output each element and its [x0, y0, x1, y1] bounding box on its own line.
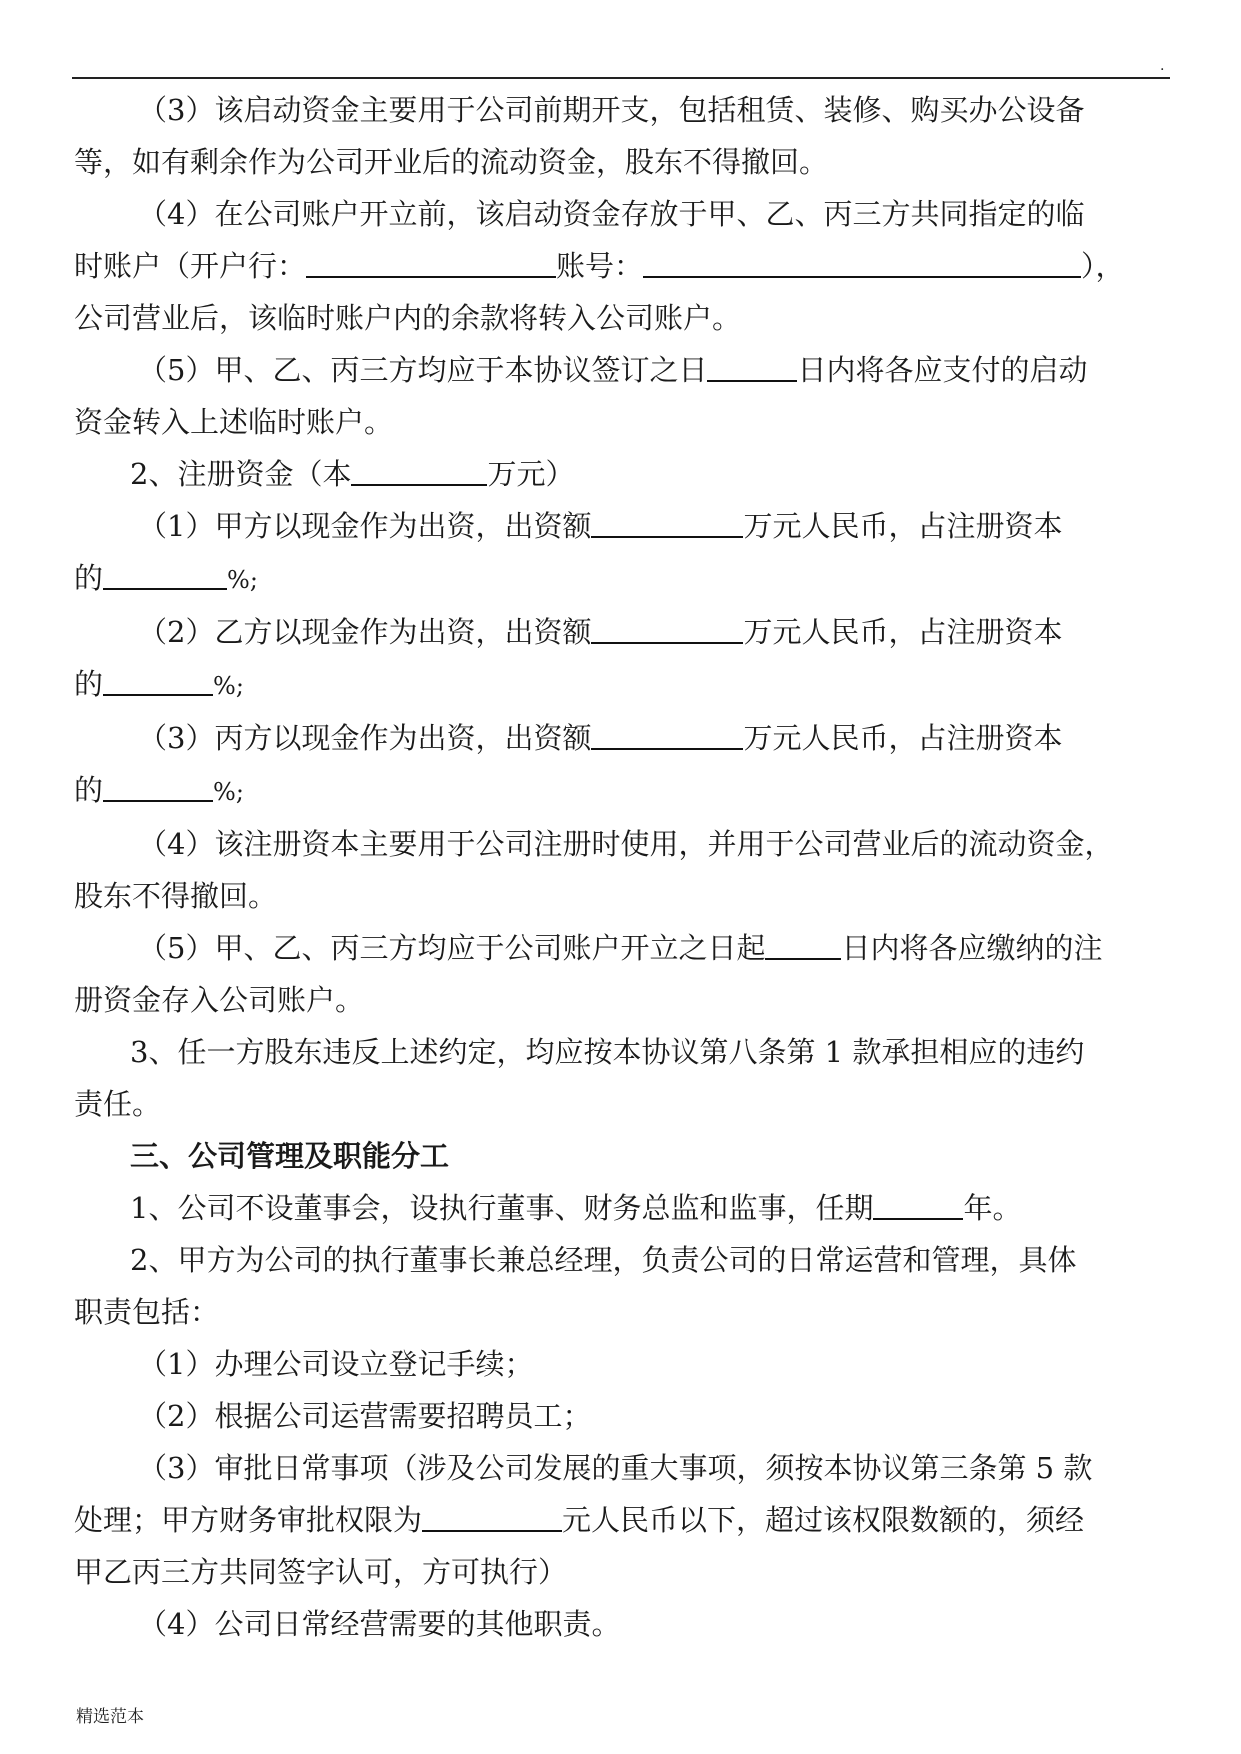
amount-blank — [591, 612, 743, 644]
amount-blank — [591, 718, 743, 750]
document-body — [74, 84, 1174, 1650]
term-blank — [873, 1188, 963, 1220]
clause-2-4-line-1: （4）该注册资本主要用于公司注册时使用，并用于公司营业后的流动资金， — [138, 827, 1114, 861]
clause-1-5-line-1 — [74, 344, 1174, 396]
text: 的 — [74, 561, 104, 595]
text: 万元） — [487, 457, 575, 491]
text: ）， — [1081, 249, 1125, 283]
clause-3-line-2: 责任。 — [74, 1087, 162, 1121]
text: 日内将各应缴纳的注 — [841, 931, 1103, 965]
text: 2、注册资金（本 — [130, 457, 352, 491]
text: 元人民币以下，超过该权限数额的，须经 — [562, 1503, 1085, 1537]
percent-blank — [103, 558, 227, 590]
clause-2-5-line-1 — [74, 922, 1174, 974]
text: 时账户（开户行： — [74, 249, 307, 283]
capital-blank — [351, 454, 487, 486]
clause-1-3-line-1: （3）该启动资金主要用于公司前期开支，包括租赁、装修、购买办公设备 — [138, 93, 1085, 127]
duty-3-line-1: （3）审批日常事项（涉及公司发展的重大事项，须按本协议第三条第 5 款 — [138, 1451, 1093, 1485]
text: 万元人民币，占注册资本 — [743, 615, 1063, 649]
duty-1: （1）办理公司设立登记手续； — [138, 1347, 534, 1381]
clause-2-3-line-2 — [74, 764, 1174, 818]
clause-2-2-line-1 — [74, 606, 1174, 658]
clause-2-heading — [74, 448, 1174, 500]
header-rule — [72, 77, 1170, 79]
account-blank — [643, 246, 1081, 278]
clause-1-4-line-1: （4）在公司账户开立前，该启动资金存放于甲、乙、丙三方共同指定的临 — [138, 197, 1085, 231]
text: 1、公司不设董事会，设执行董事、财务总监和监事，任期 — [130, 1191, 874, 1225]
mgmt-2-line-1: 2、甲方为公司的执行董事长兼总经理，负责公司的日常运营和管理，具体 — [130, 1243, 1077, 1277]
amount-blank — [591, 506, 743, 538]
duty-2: （2）根据公司运营需要招聘员工； — [138, 1399, 592, 1433]
duty-3-line-2 — [74, 1494, 1174, 1546]
duty-3-line-3: 甲乙丙三方共同签字认可，方可执行） — [74, 1555, 568, 1589]
text: （3）丙方以现金作为出资，出资额 — [138, 721, 592, 755]
duty-4: （4）公司日常经营需要的其他职责。 — [138, 1607, 621, 1641]
footer-text: 精选范本 — [76, 1707, 144, 1727]
clause-2-4-line-2: 股东不得撤回。 — [74, 879, 278, 913]
mgmt-2-line-2: 职责包括： — [74, 1295, 220, 1329]
mgmt-1 — [74, 1182, 1174, 1234]
text: 的 — [74, 773, 104, 807]
clause-2-1-line-1 — [74, 500, 1174, 552]
days-blank — [765, 928, 841, 960]
text: 年。 — [963, 1191, 1022, 1225]
header-mark: . — [1160, 58, 1165, 74]
text: （2）乙方以现金作为出资，出资额 — [138, 615, 592, 649]
text: 万元人民币，占注册资本 — [743, 509, 1063, 543]
clause-2-1-line-2 — [74, 552, 1174, 606]
text: （1）甲方以现金作为出资，出资额 — [138, 509, 592, 543]
section-heading: 三、公司管理及职能分工 — [130, 1139, 450, 1173]
percent-blank — [103, 664, 213, 696]
bank-blank — [306, 246, 556, 278]
text: 日内将各应支付的启动 — [797, 353, 1088, 387]
clause-2-5-line-2: 册资金存入公司账户。 — [74, 983, 365, 1017]
text: %; — [227, 566, 258, 594]
clause-1-4-line-2 — [74, 240, 1174, 292]
text: 处理；甲方财务审批权限为 — [74, 1503, 423, 1537]
text: 万元人民币，占注册资本 — [743, 721, 1063, 755]
days-blank — [707, 350, 797, 382]
text: （5）甲、乙、丙三方均应于公司账户开立之日起 — [138, 931, 766, 965]
percent-blank — [103, 770, 213, 802]
text: 的 — [74, 667, 104, 701]
text: （5）甲、乙、丙三方均应于本协议签订之日 — [138, 353, 708, 387]
text: 账号： — [556, 249, 644, 283]
text: %; — [213, 778, 244, 806]
clause-1-3-line-2: 等，如有剩余作为公司开业后的流动资金，股东不得撤回。 — [74, 145, 829, 179]
clause-3-line-1: 3、任一方股东违反上述约定，均应按本协议第八条第 1 款承担相应的违约 — [130, 1035, 1085, 1069]
clause-1-4-line-3: 公司营业后，该临时账户内的余款将转入公司账户。 — [74, 301, 742, 335]
clause-1-5-line-2: 资金转入上述临时账户。 — [74, 405, 394, 439]
limit-blank — [422, 1500, 562, 1532]
text: %; — [213, 672, 244, 700]
clause-2-2-line-2 — [74, 658, 1174, 712]
clause-2-3-line-1 — [74, 712, 1174, 764]
